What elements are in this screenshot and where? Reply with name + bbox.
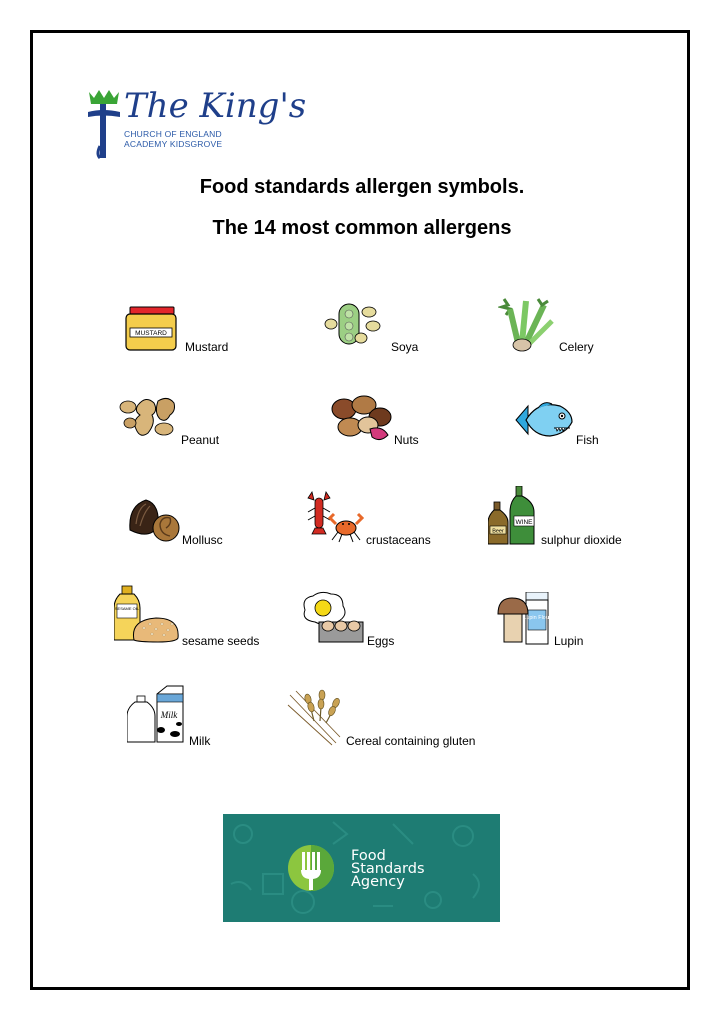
label-crustaceans: crustaceans [366,533,431,547]
label-milk: Milk [189,734,211,748]
fsa-fork-icon [287,844,345,892]
label-celery: Celery [559,340,594,354]
fsa-wordmark [351,850,425,889]
fsa-line-3: Agency [351,874,405,890]
peanut-icon [118,393,180,441]
school-subtitle-1: CHURCH OF ENGLAND [124,129,222,139]
lupin-flour-label: Lupin Flour [523,615,551,621]
page-title: Food standards allergen symbols. [199,176,525,198]
lupin-icon [496,592,552,646]
milk-carton-label: Milk [160,710,178,720]
label-eggs: Eggs [367,634,395,648]
label-peanut: Peanut [181,433,220,447]
eggs-icon [301,590,365,646]
sesame-seeds-icon [114,584,180,644]
crown-cross-icon [86,86,124,161]
beer-bottle-label: Beer [492,528,504,535]
fsa-line-1: Food [351,848,386,864]
page-subtitle: The 14 most common allergens [212,217,512,239]
sulphur-dioxide-icon [488,486,538,546]
fsa-line-2: Standards [351,861,425,877]
label-sesame-seeds: sesame seeds [182,634,260,648]
mollusc-icon [126,496,182,544]
label-mollusc: Mollusc [182,533,223,547]
mustard-icon [124,306,180,352]
label-soya: Soya [391,340,419,354]
school-name: The King's [124,86,307,126]
label-lupin: Lupin [554,634,584,648]
fish-icon [514,398,576,442]
label-mustard: Mustard [185,340,229,354]
school-subtitle-2: ACADEMY KIDSGROVE [124,139,223,149]
nuts-icon [330,391,394,445]
celery-icon [498,295,556,353]
sesame-oil-label: SESAME OIL [114,606,140,611]
label-fish: Fish [576,433,599,447]
school-logo [86,86,307,161]
label-sulphur-dioxide: sulphur dioxide [541,533,622,547]
crustaceans-icon [304,488,364,544]
fsa-logo [223,814,500,922]
milk-icon [127,684,185,746]
label-nuts: Nuts [394,433,419,447]
mustard-jar-label: MUSTARD [135,330,167,337]
label-cereal: Cereal containing gluten [346,734,476,748]
cereal-icon [286,687,346,747]
wine-bottle-label: WINE [515,519,533,526]
soya-icon [323,300,385,348]
